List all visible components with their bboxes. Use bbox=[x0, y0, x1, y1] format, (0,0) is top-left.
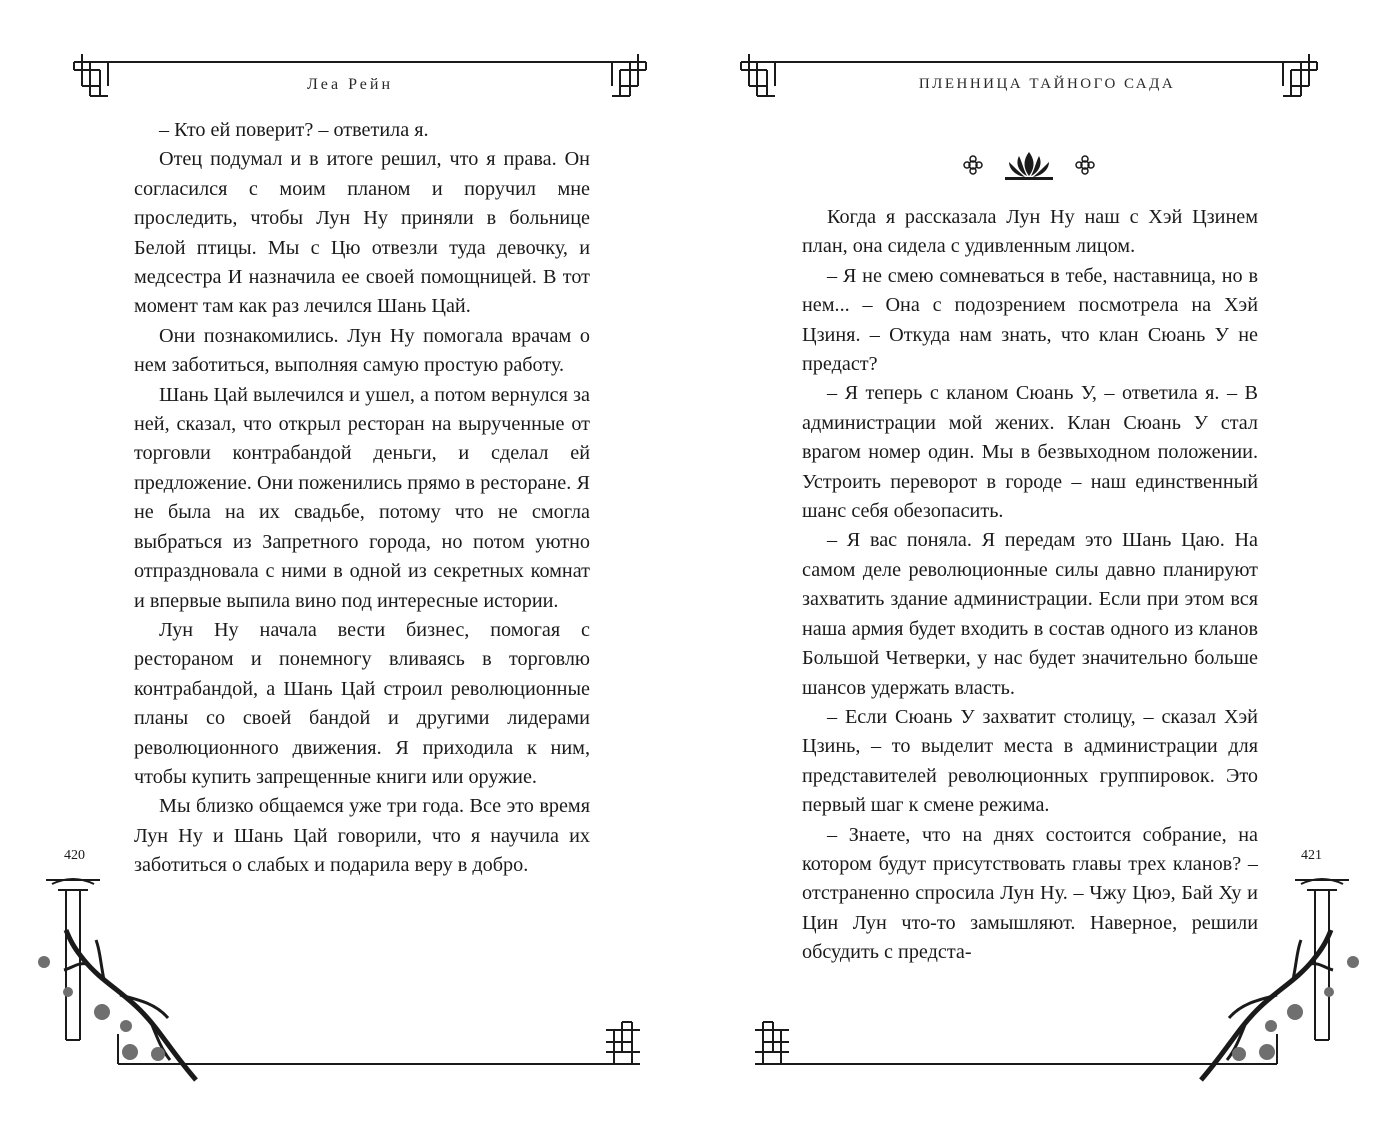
paragraph: – Если Сюань У захватит столицу, – сказал Хэй Цзинь, – то выделит места в администрации для представителей революционных группировок. Это первый шаг к смене режима. bbox=[802, 705, 1258, 817]
paragraph: Шань Цай вылечился и ушел, а потом вернулся за ней, сказал, что открыл ресторан на вырученные от торговли контрабандой деньги, и сделал ей предложение. Они поженились прямо в ресторане. Я не была на их свадьбе, потому что не смогла выбраться из Запретного города, но потом уютно отпраздновала с ними в одной из секретных комнат и впервые выпила вино под интересные истории. bbox=[134, 383, 590, 612]
lantern-post-icon bbox=[1295, 879, 1349, 1040]
paragraph: – Кто ей поверит? – ответила я. bbox=[159, 119, 429, 141]
flower-knot-icon bbox=[964, 156, 982, 174]
page-number: 420 bbox=[64, 848, 85, 863]
chapter-ornament bbox=[959, 148, 1099, 182]
paragraph: Мы близко общаемся уже три года. Все это время Лун Ну и Шань Цай говорили, что я научила их заботиться о слабых и подарила веру в добро. bbox=[134, 795, 590, 877]
right-page bbox=[697, 0, 1394, 1125]
cherry-blossom-branch-icon bbox=[38, 930, 196, 1080]
lantern-post-icon bbox=[46, 879, 100, 1040]
paragraph: – Я вас поняла. Я передам это Шань Цаю. На самом деле революционные силы давно планируют захватить здание администрации. Если при этом вся наша армия будет входить в состав одного из кланов Большой Четверки, у нас будет значительно больше шансов удержать власть. bbox=[802, 529, 1258, 699]
paragraph: Отец подумал и в итоге решил, что я права. Он согласился с моим планом и поручил мне проследить, чтобы Лун Ну приняли в больнице Белой птицы. Мы с Цю отвезли туда девочку, и медсестра И назначила ее своей помощницей. В тот момент там как раз лечился Шань Цай. bbox=[134, 148, 590, 318]
fret-knot-icon bbox=[606, 1022, 640, 1064]
running-head: ПЛЕННИЦА ТАЙНОГО САДА bbox=[918, 76, 1176, 92]
fret-knot-icon bbox=[755, 1022, 789, 1064]
paragraph: Лун Ну начала вести бизнес, помогая с рестораном и понемногу вливаясь в торговлю контрабандой, а Шань Цай строил революционные планы со своей бандой и другими лидерами революционного движения. Я приходила к ним, чтобы купить запрещенные книги или оружие. bbox=[134, 618, 590, 788]
running-head: Леа Рейн bbox=[306, 76, 394, 93]
paragraph: – Знаете, что на днях состоится собрание, на котором будут присутствовать главы трех кланов? – отстраненно спросила Лун Ну. – Чжу Цюэ, Бай Ху и Цин Лун что-то замышляют. Наверное, решили обсудить с предста- bbox=[802, 823, 1258, 964]
fret-knot-icon bbox=[741, 54, 775, 96]
fret-knot-icon bbox=[74, 54, 108, 96]
page-number: 421 bbox=[1301, 848, 1322, 863]
page-text bbox=[134, 116, 590, 881]
paragraph: – Я теперь с кланом Сюань У, – ответила я. – В администрации мой жених. Клан Сюань У стал врагом номер один. Мы в безвыходном положении. Устроить переворот в городе – наш единственный шанс себя обезопасить. bbox=[802, 382, 1258, 523]
paragraph: Когда я рассказала Лун Ну наш с Хэй Цзинем план, она сидела с удивленным лицом. bbox=[802, 206, 1258, 258]
fret-knot-icon bbox=[1283, 54, 1317, 96]
flower-knot-icon bbox=[1076, 156, 1094, 174]
page-text bbox=[802, 203, 1258, 968]
fret-knot-icon bbox=[612, 54, 646, 96]
paragraph: Они познакомились. Лун Ну помогала врачам о нем заботиться, выполняя самую простую работу. bbox=[134, 324, 590, 377]
lotus-icon bbox=[1005, 152, 1053, 180]
paragraph: – Я не смею сомневаться в тебе, наставница, но в нем... – Она с подозрением посмотрела на Хэй Цзиня. – Откуда нам знать, что клан Сюань У не предаст? bbox=[802, 264, 1258, 376]
